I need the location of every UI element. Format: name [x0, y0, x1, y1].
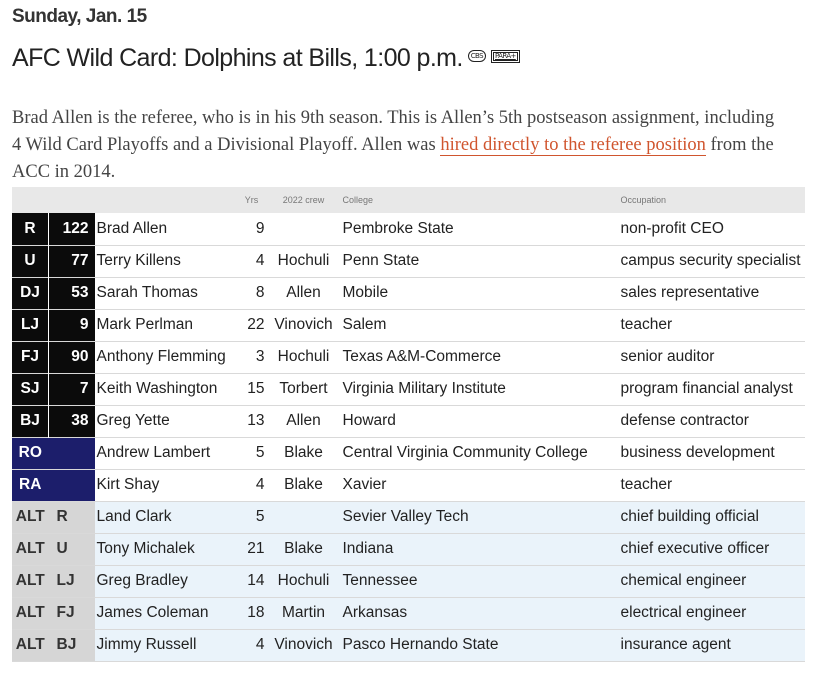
official-2022-crew: Martin: [281, 604, 326, 621]
official-occupation: electrical engineer: [620, 604, 747, 621]
description-text-before: Brad Allen is the referee, who is in his 9th season. This is Allen’s 5th postseason assignment, including 4 Wild Card Playoffs and a Divisional Playoff. Allen was: [12, 107, 775, 155]
official-number: R: [49, 501, 95, 533]
official-2022-crew: [269, 213, 339, 245]
official-occupation: defense contractor: [620, 412, 749, 429]
official-position: BJ: [12, 405, 49, 437]
official-name: Kirt Shay: [96, 476, 160, 493]
table-row: [12, 501, 805, 533]
official-position: DJ: [12, 277, 49, 309]
game-description: [12, 105, 782, 186]
table-row: [12, 597, 805, 629]
official-college: Mobile: [342, 284, 389, 301]
official-position: ALT: [12, 629, 49, 661]
official-2022-crew: Blake: [284, 540, 323, 557]
official-years: 8: [255, 284, 265, 301]
table-row: [12, 245, 805, 277]
official-years: 14: [247, 572, 265, 589]
referee-hire-link[interactable]: hired directly to the referee position: [440, 134, 706, 155]
official-name: Sarah Thomas: [96, 284, 198, 301]
official-name: Andrew Lambert: [96, 444, 211, 461]
official-number: BJ: [49, 629, 95, 661]
official-name: Jimmy Russell: [96, 636, 197, 653]
official-number: [49, 469, 95, 501]
official-college: Xavier: [342, 476, 387, 493]
official-college: Virginia Military Institute: [342, 380, 506, 397]
official-occupation: business development: [620, 444, 775, 461]
table-body: [12, 213, 805, 661]
official-name: Anthony Flemming: [96, 348, 226, 365]
official-number: U: [49, 533, 95, 565]
official-occupation: insurance agent: [620, 636, 731, 653]
official-2022-crew: Blake: [284, 444, 323, 461]
official-college: Tennessee: [342, 572, 418, 589]
description-text-after: from the ACC in 2014.: [12, 134, 774, 182]
official-2022-crew: [269, 501, 339, 533]
table-row: [12, 533, 805, 565]
official-2022-crew: Vinovich: [274, 316, 333, 333]
official-occupation: chief building official: [620, 508, 759, 525]
header-name: [95, 187, 235, 213]
official-position: FJ: [12, 341, 49, 373]
official-position: ALT: [12, 533, 49, 565]
header-crew: 2022 crew: [282, 195, 325, 205]
official-years: 22: [247, 316, 265, 333]
official-occupation: teacher: [620, 316, 673, 333]
official-position: ALT: [12, 565, 49, 597]
table-row: [12, 213, 805, 245]
official-position: ALT: [12, 597, 49, 629]
official-position: ALT: [12, 501, 49, 533]
table-row: [12, 629, 805, 661]
official-name: James Coleman: [96, 604, 209, 621]
official-name: Greg Yette: [96, 412, 170, 429]
official-college: Howard: [342, 412, 396, 429]
stream-badge: PARA+: [491, 50, 520, 63]
table-row: [12, 373, 805, 405]
game-title-text: AFC Wild Card: Dolphins at Bills, 1:00 p.m.: [12, 44, 463, 72]
table-row: [12, 565, 805, 597]
official-occupation: chief executive officer: [620, 540, 770, 557]
official-name: Mark Perlman: [96, 316, 193, 333]
official-2022-crew: Blake: [284, 476, 323, 493]
official-number: 90: [49, 341, 95, 373]
official-occupation: senior auditor: [620, 348, 715, 365]
official-years: 5: [255, 444, 265, 461]
table-row: [12, 437, 805, 469]
official-2022-crew: Hochuli: [277, 572, 330, 589]
official-college: Pasco Hernando State: [342, 636, 499, 653]
official-years: 9: [255, 219, 265, 237]
game-title: [12, 44, 520, 73]
official-2022-crew: Allen: [286, 412, 321, 429]
official-name: Terry Killens: [96, 252, 181, 269]
table-row: [12, 277, 805, 309]
official-years: 4: [255, 252, 265, 269]
official-years: 3: [255, 348, 265, 365]
official-position: RO: [12, 437, 49, 469]
official-position: LJ: [12, 309, 49, 341]
header-number: [49, 187, 95, 213]
official-number: 7: [49, 373, 95, 405]
official-number: 77: [49, 245, 95, 277]
official-position: U: [12, 245, 49, 277]
official-position: SJ: [12, 373, 49, 405]
official-years: 21: [247, 540, 265, 557]
official-occupation: campus security specialist: [620, 252, 801, 269]
official-number: [49, 437, 95, 469]
game-date: Sunday, Jan. 15: [12, 6, 147, 27]
official-college: Salem: [342, 316, 387, 333]
official-years: 18: [247, 604, 265, 621]
header-occupation: Occupation: [620, 195, 667, 205]
official-college: Texas A&M-Commerce: [342, 348, 501, 365]
official-years: 4: [255, 476, 265, 493]
officiating-crew-table: [12, 187, 805, 662]
table-row: [12, 309, 805, 341]
official-occupation: program financial analyst: [620, 380, 793, 397]
official-position: RA: [12, 469, 49, 501]
official-years: 13: [247, 412, 265, 429]
official-college: Sevier Valley Tech: [342, 508, 469, 525]
official-2022-crew: Hochuli: [277, 252, 330, 269]
official-occupation: non-profit CEO: [620, 219, 724, 237]
table-row: [12, 405, 805, 437]
network-badge: CBS: [468, 50, 486, 62]
table-header-row: [12, 187, 805, 213]
header-position: [12, 187, 49, 213]
header-yrs: Yrs: [244, 195, 259, 205]
official-years: 15: [247, 380, 265, 397]
official-name: Greg Bradley: [96, 572, 188, 589]
official-occupation: teacher: [620, 476, 673, 493]
official-2022-crew: Vinovich: [274, 636, 333, 653]
official-name: Brad Allen: [96, 219, 168, 237]
header-college: College: [342, 195, 374, 205]
official-number: FJ: [49, 597, 95, 629]
official-2022-crew: Torbert: [279, 380, 328, 397]
official-occupation: chemical engineer: [620, 572, 747, 589]
official-2022-crew: Allen: [286, 284, 321, 301]
official-years: 5: [255, 508, 265, 525]
official-college: Central Virginia Community College: [342, 444, 588, 461]
official-number: 9: [49, 309, 95, 341]
official-number: 122: [49, 213, 95, 245]
official-college: Penn State: [342, 252, 420, 269]
table-row: [12, 341, 805, 373]
official-name: Keith Washington: [96, 380, 218, 397]
official-college: Arkansas: [342, 604, 408, 621]
official-number: 38: [49, 405, 95, 437]
official-position: R: [12, 213, 49, 245]
official-2022-crew: Hochuli: [277, 348, 330, 365]
official-years: 4: [255, 636, 265, 653]
official-college: Indiana: [342, 540, 394, 557]
official-college: Pembroke State: [342, 219, 454, 237]
official-name: Tony Michalek: [96, 540, 195, 557]
table-row: [12, 469, 805, 501]
official-number: LJ: [49, 565, 95, 597]
official-number: 53: [49, 277, 95, 309]
official-occupation: sales representative: [620, 284, 760, 301]
official-name: Land Clark: [96, 508, 172, 525]
